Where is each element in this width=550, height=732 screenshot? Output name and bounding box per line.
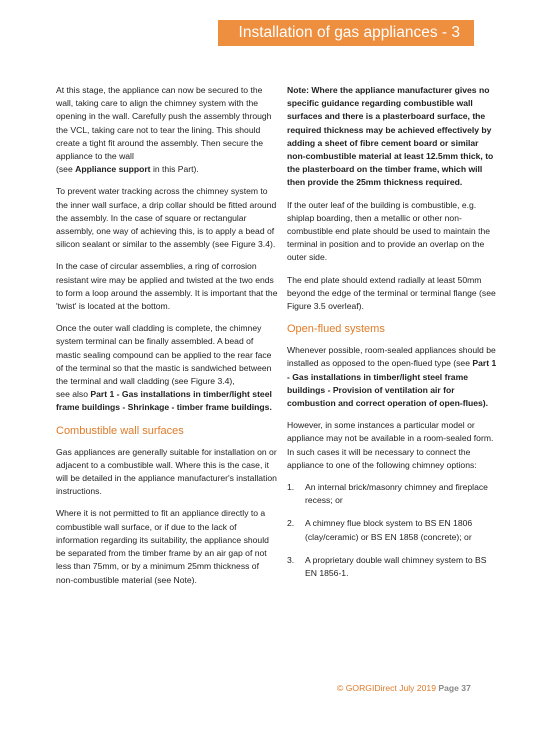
left-column — [56, 84, 278, 596]
list-item — [287, 554, 497, 580]
list-text: An internal brick/masonry chimney and fireplace recess; or — [305, 482, 488, 506]
chimney-options-list — [287, 481, 497, 580]
paragraph — [287, 344, 497, 410]
list-number: 3. — [287, 554, 295, 565]
paragraph: In the case of circular assemblies, a ring of corrosion resistant wire may be applied and twisted at the two ends to form a loop around the assembly. It is important that the 'twist' is located at the bottom. — [56, 261, 278, 312]
paragraph-text: At this stage, the appliance can now be secured to the wall, taking care to align the chimney system with the opening in the wall. Carefully push the assembly through the VCL, taking care not to tear the lining. This should create a tight fit around the assembly. Then secure the appliance to the wall — [56, 85, 272, 162]
page-footer — [337, 683, 471, 693]
paragraph: To prevent water tracking across the chimney system to the inner wall surface, a drip collar should be fitted around the assembly. In the case of square or rectangular assembly, one way of achieving this, is to apply a bead of silicon sealant or similar to the assembly (see Figure 3.4). — [56, 186, 277, 250]
paragraph-text: Once the outer wall cladding is complete, the chimney system terminal can be finally assembled. A bead of mastic sealing compound can be applied to the rear face of the terminal so that the mastic is sandwiched between the terminal and wall cladding (see Figure 3.4), — [56, 323, 272, 387]
list-text: A chimney flue block system to BS EN 1806 (clay/ceramic) or BS EN 1858 (concrete); or — [305, 518, 473, 542]
list-number: 2. — [287, 518, 295, 529]
list-text: A proprietary double wall chimney system to BS EN 1856-1. — [305, 554, 487, 579]
section-title-banner — [218, 20, 474, 46]
section-title: Installation of gas appliances - 3 — [238, 24, 460, 41]
paragraph: Gas appliances are generally suitable for installation on or adjacent to a combustible wall. Where this is the case, it will be detailed in the appliance manufacturer's installation instructions. — [56, 446, 277, 497]
paragraph — [56, 322, 278, 414]
paragraph-text: in this Part). — [150, 164, 199, 175]
reference-bold: Part 1 - Gas installations in timber/light steel frame buildings - Shrinkage - timber frame buildings. — [56, 389, 272, 413]
section-heading: Open-flued systems — [287, 323, 385, 336]
paragraph: If the outer leaf of the building is combustible, e.g. shiplap boarding, then a metallic or other non-combustible end plate should be used to maintain the terminal in position and to provide an overlap on the outer side. — [287, 199, 491, 263]
paragraph: The end plate should extend radially at least 50mm beyond the edge of the terminal or terminal flange (see Figure 3.5 overleaf). — [287, 274, 496, 312]
list-number: 1. — [287, 482, 295, 493]
note-paragraph — [287, 84, 497, 190]
list-item — [287, 481, 497, 507]
paragraph-text: (see — [56, 164, 76, 175]
paragraph-text: see also — [56, 389, 91, 400]
reference-bold: Part 1 - Gas installations in timber/light steel frame buildings - Provision of ventilation air for combustion and correct operation of open-flues). — [287, 358, 497, 409]
right-column — [287, 84, 497, 590]
page-number: Page 37 — [438, 683, 471, 693]
section-heading: Combustible wall surfaces — [56, 424, 184, 437]
paragraph-text: Whenever possible, room-sealed appliances should be installed as opposed to the open-flued type (see — [287, 345, 496, 369]
paragraph: However, in some instances a particular model or appliance may not be available in a room-sealed form. In such cases it will be necessary to connect the appliance to one of the following chimney options: — [287, 420, 494, 470]
paragraph: Where it is not permitted to fit an appliance directly to a combustible wall surface, or if due to the lack of information regarding its suitability, the appliance should be separated from the timber frame by an air gap of not less than 75mm, or by a minimum 25mm thickness of non-combustible material (see Note). — [56, 508, 269, 585]
footer-copyright: © GORGIDirect July 2019 — [337, 683, 439, 693]
reference-bold: Appliance support — [75, 164, 151, 175]
paragraph — [56, 84, 278, 176]
list-item — [287, 517, 497, 543]
note-text: Note: Where the appliance manufacturer gives no specific guidance regarding combustible wall surfaces and there is a plasterboard surface, the required thickness may be achieved effectively by adding a sheet of fibre cement board or similar non-combustible material at least 12.5mm thick, to the plasterboard on the timber frame, which will then provide the 25mm thickness required. — [287, 85, 494, 188]
